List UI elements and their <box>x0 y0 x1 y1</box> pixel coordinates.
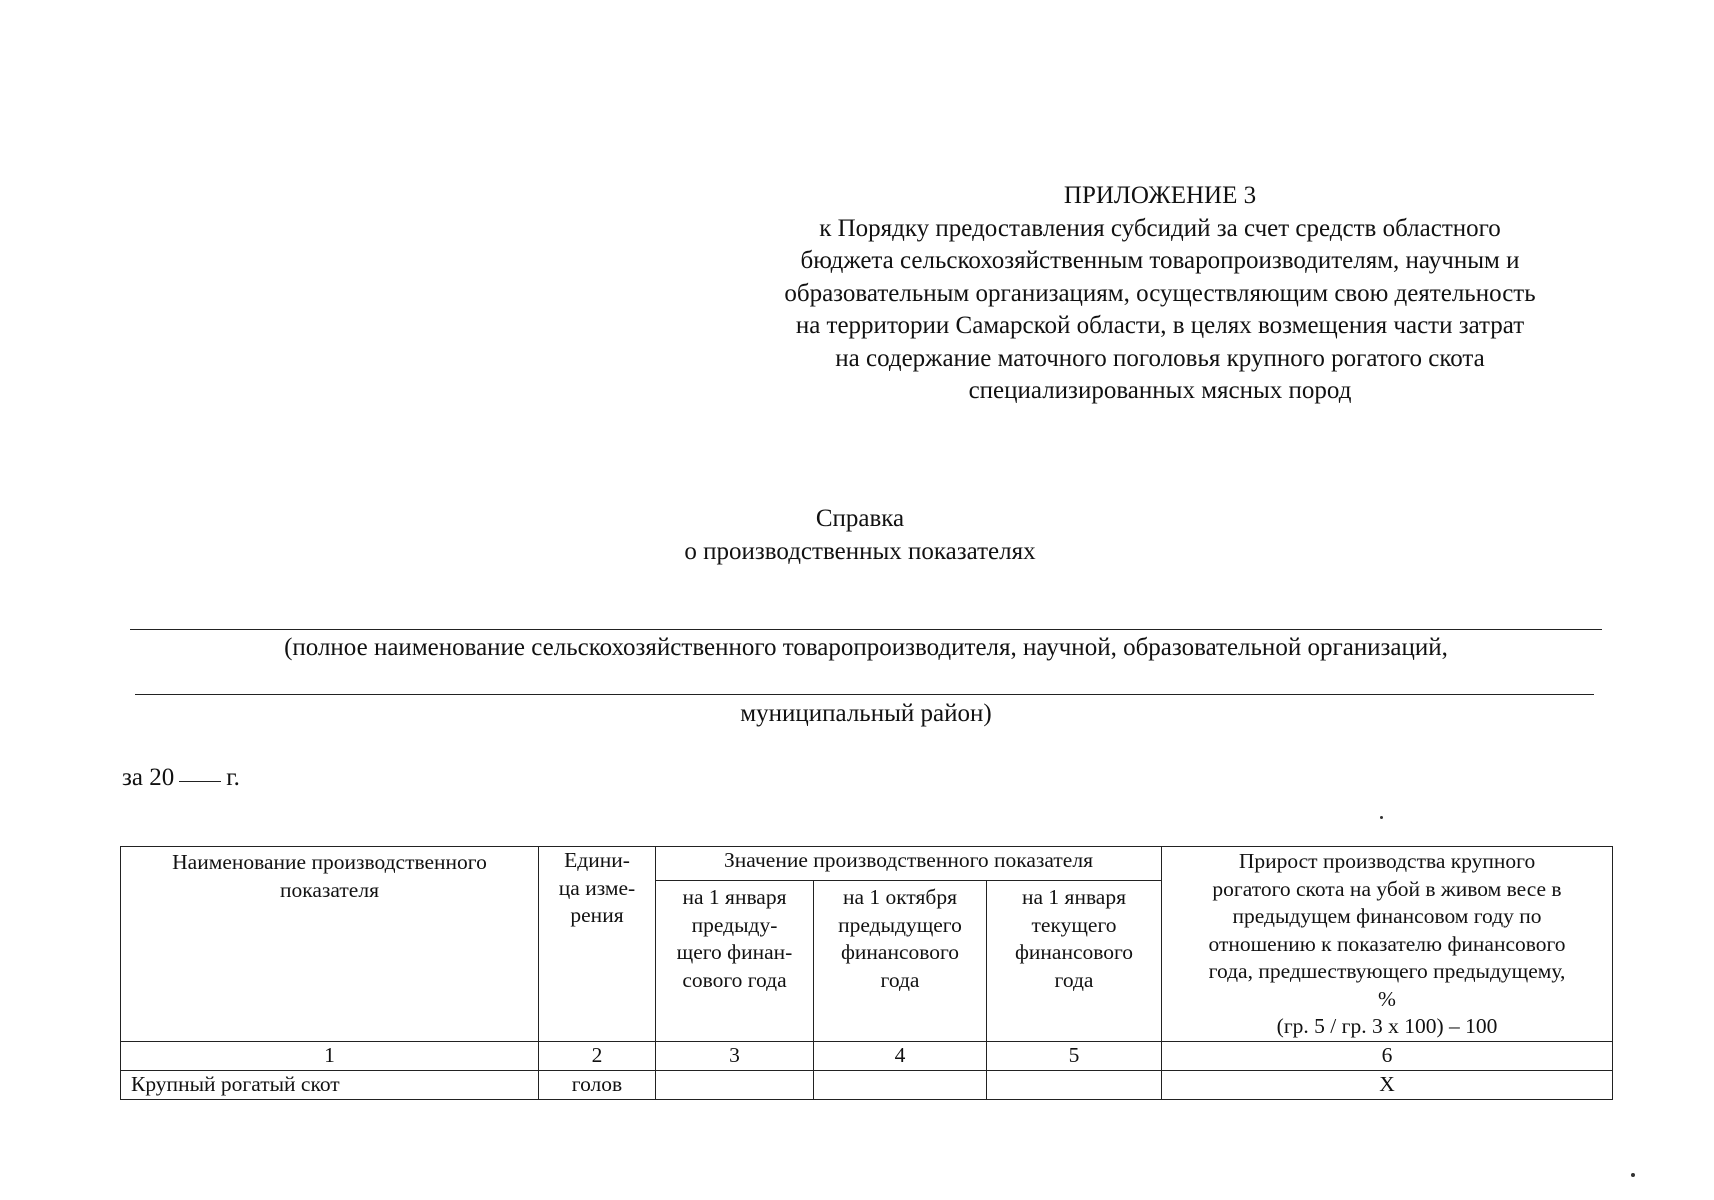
caption-district: муниципальный район) <box>740 700 992 727</box>
scan-speck <box>1631 1173 1635 1177</box>
appendix-line: бюджета сельскохозяйственным товаропроизводителям, научным и <box>800 247 1520 274</box>
year-prefix: за 20 <box>122 764 175 791</box>
column-number: 1 <box>121 1041 539 1070</box>
document-subtitle: о производственных показателях <box>684 538 1036 565</box>
table-row <box>121 1070 1613 1099</box>
column-numbers-row <box>121 1041 1613 1070</box>
header-unit: Едини- ца изме- рения <box>539 847 656 1042</box>
header-value-group: Значение производственного показателя <box>656 847 1162 881</box>
appendix-line: на территории Самарской области, в целях возмещения части затрат <box>795 312 1525 339</box>
fill-line-district <box>135 694 1594 695</box>
header-jan-current-year: на 1 января текущего финансового года <box>987 881 1162 1041</box>
year-suffix: г. <box>226 764 240 791</box>
column-number: 4 <box>814 1041 987 1070</box>
year-blank <box>179 781 221 782</box>
header-jan-previous-year: на 1 января предыду- щего финан- сового года <box>656 881 814 1041</box>
report-year <box>122 764 240 792</box>
cell-jan-current-year[interactable] <box>987 1070 1162 1099</box>
production-indicators-table <box>120 846 1613 1100</box>
appendix-heading: ПРИЛОЖЕНИЕ 3 <box>1063 182 1257 209</box>
appendix-line: образовательным организациям, осуществляющим свою деятельность <box>784 279 1536 307</box>
column-number: 5 <box>987 1041 1162 1070</box>
column-number: 6 <box>1162 1041 1613 1070</box>
appendix-line: на содержание маточного поголовья крупного рогатого скота <box>835 344 1485 372</box>
document-title: Справка <box>815 505 905 532</box>
scan-speck <box>1380 816 1383 819</box>
appendix-line: к Порядку предоставления субсидий за счет средств областного <box>819 214 1501 242</box>
column-number: 3 <box>656 1041 814 1070</box>
column-number: 2 <box>539 1041 656 1070</box>
cell-unit: голов <box>539 1070 656 1099</box>
caption-organization: (полное наименование сельскохозяйственного товаропроизводителя, научной, образовательной организаций, <box>284 634 1448 661</box>
appendix-line: специализированных мясных пород <box>968 377 1352 404</box>
cell-growth: Х <box>1162 1070 1613 1099</box>
header-growth: Прирост производства крупного рогатого скота на убой в живом весе в предыдущем финансовом году по отношению к показателю финансового года, предшествующего предыдущему, % (гр. 5 / гр. 3 х 100) – 100 <box>1162 847 1613 1042</box>
cell-oct-previous-year[interactable] <box>814 1070 987 1099</box>
fill-line-organization <box>130 629 1602 630</box>
header-indicator-name: Наименование производственного показателя <box>121 847 539 1042</box>
appendix-block <box>720 180 1600 408</box>
header-oct-previous-year: на 1 октября предыдущего финансового года <box>814 881 987 1041</box>
cell-jan-previous-year[interactable] <box>656 1070 814 1099</box>
cell-indicator-name: Крупный рогатый скот <box>121 1070 539 1099</box>
document-title-block <box>560 502 1160 568</box>
